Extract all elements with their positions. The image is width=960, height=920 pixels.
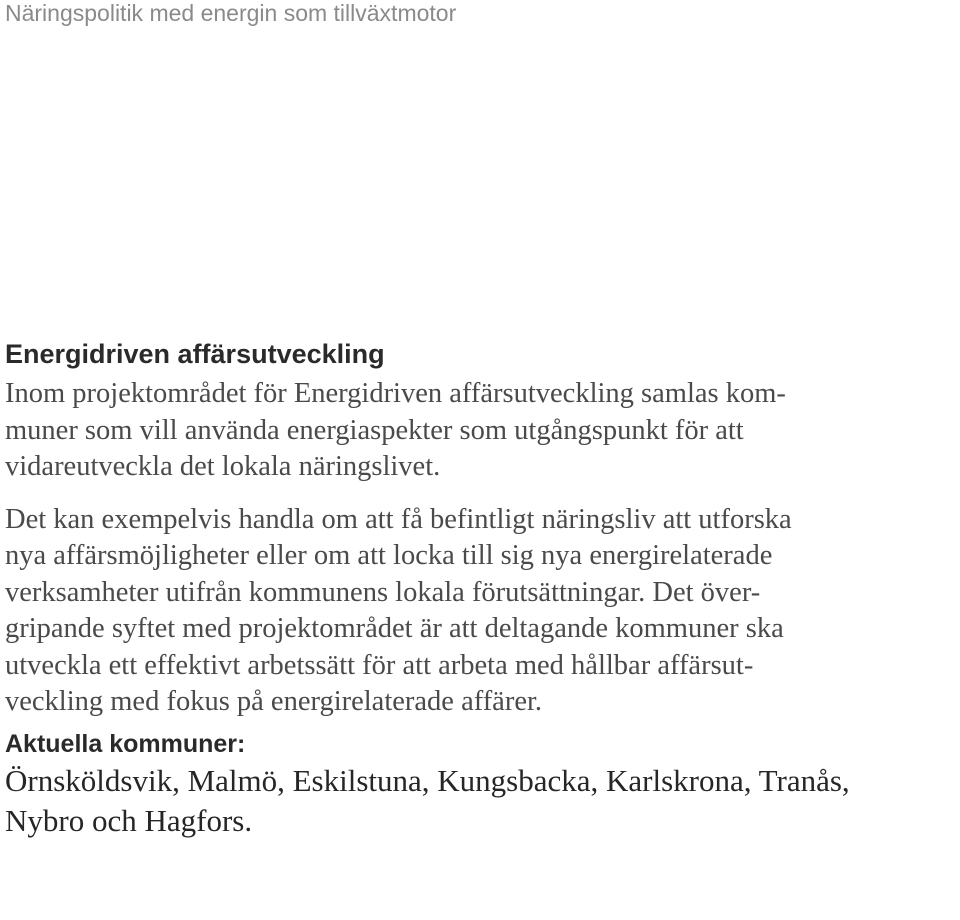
municipalities-line: Nybro och Hagfors.: [5, 802, 253, 838]
intro-paragraph: [5, 376, 955, 486]
body-paragraph: [5, 502, 955, 721]
body-line: utveckla ett effektivt arbetssätt för att arbeta med hållbar affärsut-: [5, 649, 754, 681]
running-header: Näringspolitik med energin som tillväxtmotor: [5, 0, 457, 26]
body-line: verksamheter utifrån kommunens lokala förutsättningar. Det över-: [5, 576, 761, 608]
section-heading: Energidriven affärsutveckling: [5, 339, 385, 369]
municipalities-heading: Aktuella kommuner:: [5, 729, 246, 758]
municipalities-line: Örnsköldsvik, Malmö, Eskilstuna, Kungsbacka, Karlskrona, Tranås,: [5, 762, 850, 798]
body-line: Det kan exempelvis handla om att få befintligt näringsliv att utforska: [5, 503, 792, 535]
intro-line: Inom projektområdet för Energidriven affärsutveckling samlas kom-: [5, 378, 786, 409]
intro-line: muner som vill använda energiaspekter som utgångspunkt för att: [5, 414, 744, 446]
section-content: [5, 336, 955, 841]
intro-line: vidareutveckla det lokala näringslivet.: [5, 451, 441, 482]
municipalities-list: [5, 761, 955, 841]
body-line: gripande syftet med projektområdet är att deltagande kommuner ska: [5, 613, 784, 644]
body-line: veckling med fokus på energirelaterade affärer.: [5, 686, 543, 717]
body-line: nya affärsmöjligheter eller om att locka till sig nya energirelaterade: [5, 540, 773, 571]
